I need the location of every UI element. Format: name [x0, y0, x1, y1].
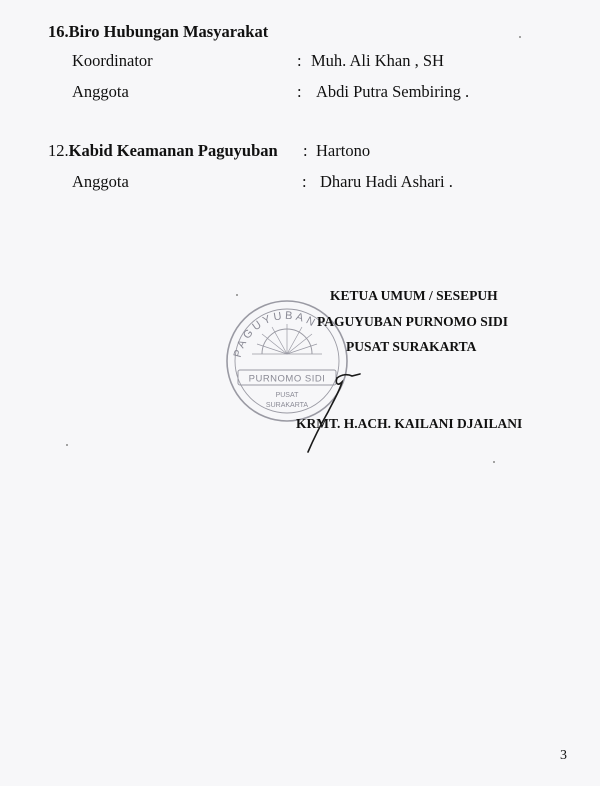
anggota-16-value: Abdi Putra Sembiring . [316, 82, 470, 101]
section-12-value: Hartono [316, 141, 371, 160]
signature-title-line3: PUSAT SURAKARTA [346, 339, 477, 354]
signature-title-line1: KETUA UMUM / SESEPUH [330, 288, 498, 303]
anggota-12-label: Anggota [72, 172, 129, 191]
koordinator-separator: : [297, 51, 302, 70]
koordinator-label: Koordinator [72, 51, 153, 70]
section-12-number: 12. [48, 141, 69, 160]
scan-speck [66, 444, 68, 446]
koordinator-value: Muh. Ali Khan , SH [311, 51, 444, 70]
signatory-name: KRMT. H.ACH. KAILANI DJAILANI [296, 416, 523, 431]
stamp-top-text: PAGUYUBAN [231, 309, 320, 359]
stamp-band-text: PURNOMO SIDI [248, 373, 326, 385]
scan-speck [519, 36, 521, 38]
anggota-12-value: Dharu Hadi Ashari . [320, 172, 453, 191]
handwritten-signature [290, 360, 370, 460]
stamp-city-line2: SURAKARTA [265, 402, 309, 409]
section-16-heading [48, 22, 268, 42]
anggota-16-separator: : [297, 82, 302, 101]
section-16-title: Biro Hubungan Masyarakat [68, 22, 269, 41]
signature-title-line2: PAGUYUBAN PURNOMO SIDI [317, 314, 508, 329]
section-12-heading [48, 141, 278, 161]
section-16-number: 16. [48, 22, 69, 41]
anggota-12-separator: : [302, 172, 307, 191]
stamp-city-line1: PUSAT [275, 392, 299, 399]
scan-speck [493, 461, 495, 463]
scan-speck [236, 294, 238, 296]
section-12-title: Kabid Keamanan Paguyuban [68, 141, 278, 160]
anggota-16-label: Anggota [72, 82, 129, 101]
section-12-separator: : [303, 141, 308, 160]
page-number: 3 [560, 748, 567, 763]
